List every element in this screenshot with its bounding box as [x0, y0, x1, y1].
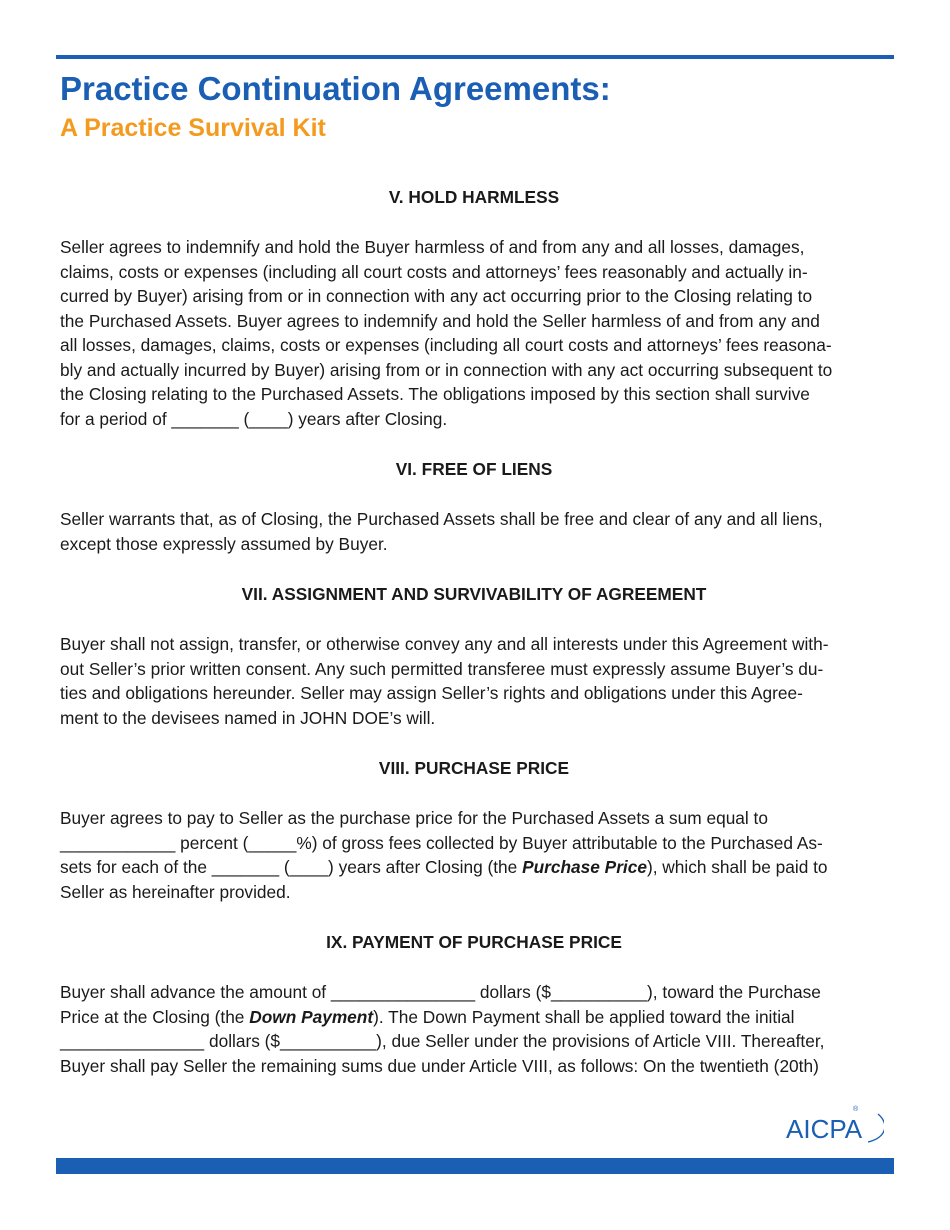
section-paragraph	[60, 980, 888, 1078]
paragraph-line: _______________ dollars ($__________), due Seller under the provisions of Article VIII. Thereafter,	[60, 1031, 825, 1051]
section-purchase-price	[60, 755, 888, 904]
logo-swoosh	[868, 1114, 884, 1142]
document-subtitle: A Practice Survival Kit	[60, 114, 326, 142]
logo-text: AICPA	[786, 1114, 863, 1144]
paragraph-line: ment to the devisees named in JOHN DOE’s will.	[60, 707, 436, 728]
paragraph-line: Seller as hereinafter provided.	[60, 881, 291, 902]
paragraph-line: Buyer shall advance the amount of _______________ dollars ($__________), toward the Purchase	[60, 982, 821, 1002]
section-assignment	[60, 581, 888, 730]
paragraph-line: all losses, damages, claims, costs or expenses (including all court costs and attorneys’ fees reasona-	[60, 335, 832, 355]
paragraph-line: out Seller’s prior written consent. Any such permitted transferee must expressly assume Buyer’s du-	[60, 658, 824, 679]
paragraph-line: bly and actually incurred by Buyer) arising from or in connection with any act occurring subsequent to	[60, 359, 833, 380]
text-run: ), which shall be paid to	[646, 857, 828, 877]
section-heading: VIII. PURCHASE PRICE	[378, 758, 570, 778]
section-heading: VII. ASSIGNMENT AND SURVIVABILITY OF AGREEMENT	[241, 584, 707, 604]
paragraph-line: the Purchased Assets. Buyer agrees to indemnify and hold the Seller harmless of and from any and	[60, 310, 820, 331]
paragraph-line: Seller agrees to indemnify and hold the Buyer harmless of and from any and all losses, damages,	[60, 237, 805, 257]
section-paragraph	[60, 632, 888, 730]
paragraph-line: Seller warrants that, as of Closing, the Purchased Assets shall be free and clear of any and all liens,	[60, 509, 823, 529]
section-paragraph	[60, 806, 888, 904]
section-heading: V. HOLD HARMLESS	[388, 187, 560, 207]
section-paragraph	[60, 507, 888, 556]
section-hold-harmless	[60, 184, 888, 431]
section-paragraph	[60, 235, 888, 431]
section-heading: VI. FREE OF LIENS	[395, 459, 553, 479]
paragraph-line: ties and obligations hereunder. Seller may assign Seller’s rights and obligations under this Agree-	[60, 683, 803, 703]
defined-term-purchase-price: Purchase Price	[522, 857, 647, 877]
header-top-rule	[56, 55, 894, 59]
paragraph-line	[60, 855, 888, 880]
aicpa-logo	[780, 1108, 884, 1148]
paragraph-line: Buyer agrees to pay to Seller as the purchase price for the Purchased Assets a sum equal to	[60, 808, 768, 828]
document-body	[60, 184, 888, 1103]
text-run: sets for each of the _______ (____) years after Closing (the	[60, 857, 523, 877]
document-title: Practice Continuation Agreements:	[60, 70, 611, 107]
section-free-of-liens	[60, 456, 888, 556]
text-run: Price at the Closing (the	[60, 1006, 250, 1027]
paragraph-line: Buyer shall not assign, transfer, or otherwise convey any and all interests under this Agreement with-	[60, 634, 829, 654]
paragraph-line: except those expressly assumed by Buyer.	[60, 533, 388, 554]
paragraph-line: ____________ percent (_____%) of gross fees collected by Buyer attributable to the Purchased As-	[60, 832, 823, 853]
paragraph-line: for a period of _______ (____) years after Closing.	[60, 408, 448, 429]
paragraph-line: claims, costs or expenses (including all court costs and attorneys’ fees reasonably and actually in-	[60, 261, 808, 282]
section-payment-of-purchase-price	[60, 929, 888, 1078]
aicpa-logo-mark	[780, 1108, 884, 1148]
text-run: ). The Down Payment shall be applied toward the initial	[373, 1006, 795, 1027]
paragraph-line	[60, 1005, 888, 1030]
registered-mark: ®	[853, 1106, 859, 1113]
paragraph-line: the Closing relating to the Purchased Assets. The obligations imposed by this section shall survive	[60, 384, 810, 404]
defined-term-down-payment: Down Payment	[249, 1006, 374, 1027]
section-heading: IX. PAYMENT OF PURCHASE PRICE	[326, 932, 622, 952]
paragraph-line: Buyer shall pay Seller the remaining sums due under Article VIII, as follows: On the twentieth (20th)	[60, 1055, 819, 1076]
footer-bar	[56, 1158, 894, 1174]
paragraph-line: curred by Buyer) arising from or in connection with any act occurring prior to the Closing relating to	[60, 286, 813, 306]
